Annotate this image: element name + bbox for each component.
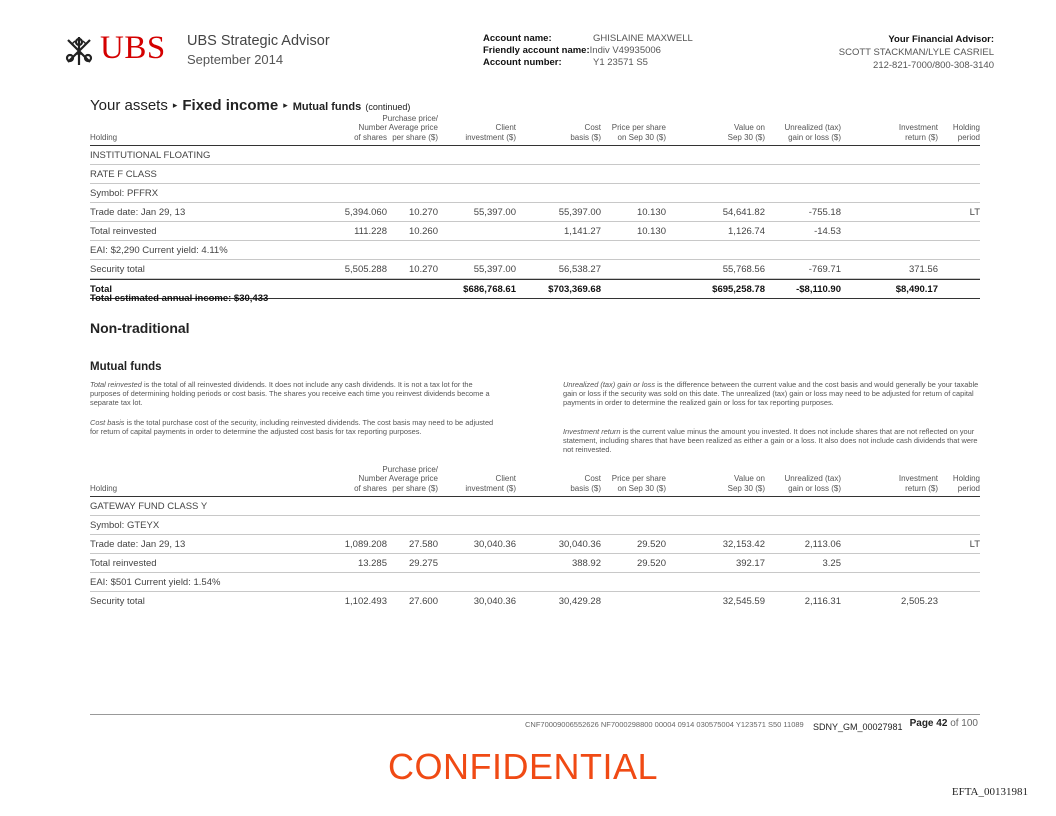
table-header <box>90 113 980 146</box>
table-row <box>90 222 980 241</box>
col-client: Client investment ($) <box>465 474 516 493</box>
col-gain: Unrealized (tax) gain or loss ($) <box>784 123 841 142</box>
efta-number: EFTA_00131981 <box>951 786 1028 798</box>
cell-price: 27.580 <box>408 539 438 550</box>
table-row <box>90 554 980 573</box>
holding-name: INSTITUTIONAL FLOATING <box>90 150 211 161</box>
ubs-keys-logo-icon <box>62 34 96 68</box>
col-shares: Number of shares <box>354 123 387 142</box>
cell-return: 371.56 <box>908 264 938 275</box>
holding-name: GATEWAY FUND CLASS Y <box>90 501 208 512</box>
definition-reinvested: Total reinvested is the total of all reinvested dividends. It does not include any cash dividends. It is not a tax lot for the purposes of determining holding periods or cost basis. The shares you receive each time you reinvest dividends become a separate tax lot. <box>90 380 490 407</box>
cell-gain: 2,113.06 <box>804 539 841 550</box>
holding-name: RATE F CLASS <box>90 169 157 180</box>
col-cost: Cost basis ($) <box>570 123 601 142</box>
cell-period: LT <box>969 207 980 218</box>
row-label: Security total <box>90 596 145 607</box>
definition-unrealized-gain: Unrealized (tax) gain or loss is the difference between the current value and the cost basis and would generally be your taxable gain or loss if the security was sold on this date. The unrealized (tax) gain or loss may need to be adjusted for return of capital payments in order to determine the realized gain or loss for tax reporting purposes. <box>563 380 979 407</box>
page-indicator: Page 42 of 100 <box>909 718 978 729</box>
cell-pps: 29.520 <box>636 558 666 569</box>
holding-symbol: Symbol: GTEYX <box>90 520 160 531</box>
table-row <box>90 165 980 184</box>
col-client: Client investment ($) <box>465 123 516 142</box>
section-title: Non-traditional <box>90 320 190 336</box>
col-price: Purchase price/ Average price per share ($) <box>382 113 438 142</box>
breadcrumb-continued: (continued) <box>365 102 411 112</box>
account-number-label: Account number: <box>483 57 562 68</box>
cell-value: 1,126.74 <box>728 226 765 237</box>
col-price: Purchase price/ Average price per share ($) <box>382 464 438 493</box>
cell-gain: -769.71 <box>808 264 841 275</box>
cell-gain: 3.25 <box>822 558 841 569</box>
col-holding: Holding <box>90 132 118 142</box>
cell-value: $695,258.78 <box>712 284 765 295</box>
friendly-name-value: Indiv V49935006 <box>589 45 661 56</box>
cell-gain: -$8,110.90 <box>796 284 841 295</box>
col-return: Investment return ($) <box>898 474 938 493</box>
cell-shares: 13.285 <box>357 558 387 569</box>
eai-line: EAI: $2,290 Current yield: 4.11% <box>90 245 228 256</box>
footer-divider <box>90 714 980 715</box>
col-period: Holding period <box>952 123 980 142</box>
table-row <box>90 573 980 592</box>
breadcrumb-fixed-income: Fixed income <box>182 97 279 114</box>
cell-gain: 2,116.31 <box>804 596 841 607</box>
account-info <box>483 33 693 69</box>
cell-cost: 1,141.27 <box>564 226 601 237</box>
cell-value: 55,768.56 <box>722 264 765 275</box>
cell-client: 55,397.00 <box>473 264 516 275</box>
col-value: Value on Sep 30 ($) <box>727 123 765 142</box>
col-period: Holding period <box>952 474 980 493</box>
cell-period: LT <box>969 539 980 550</box>
table-row <box>90 260 980 279</box>
col-pps: Price per share on Sep 30 ($) <box>611 123 666 142</box>
table-row <box>90 241 980 260</box>
advisor-phone: 212-821-7000/800-308-3140 <box>873 60 994 71</box>
cell-price: 29.275 <box>408 558 438 569</box>
cell-pps: 10.130 <box>636 207 666 218</box>
cell-shares: 111.228 <box>354 226 387 237</box>
row-label: Total reinvested <box>90 226 157 237</box>
cell-price: 10.270 <box>408 207 438 218</box>
cell-value: 32,153.42 <box>722 539 765 550</box>
col-return: Investment return ($) <box>898 123 938 142</box>
cell-cost: 55,397.00 <box>558 207 601 218</box>
mutual-fund-table <box>90 464 980 610</box>
table-row <box>90 497 980 516</box>
cell-cost: 30,429.28 <box>558 596 601 607</box>
cell-price: 27.600 <box>408 596 438 607</box>
cell-cost: 56,538.27 <box>558 264 601 275</box>
cell-client: 30,040.36 <box>473 539 516 550</box>
advisor-title: Your Financial Advisor: <box>888 34 994 45</box>
advisor-names: SCOTT STACKMAN/LYLE CASRIEL <box>838 47 994 58</box>
account-name-label: Account name: <box>483 33 552 44</box>
cell-client: 30,040.36 <box>473 596 516 607</box>
subsection-title: Mutual funds <box>90 361 162 373</box>
col-value: Value on Sep 30 ($) <box>727 474 765 493</box>
cell-shares: 5,505.288 <box>344 264 387 275</box>
document-title: UBS Strategic Advisor <box>187 33 330 49</box>
col-gain: Unrealized (tax) gain or loss ($) <box>784 474 841 493</box>
col-holding: Holding <box>90 483 118 493</box>
definition-investment-return: Investment return is the current value minus the amount you invested. It does not include shares that are not reflected on your statement, including shares that have been realized as either a gain or a loss. It also does not include cash dividends that were not reinvested. <box>563 427 978 454</box>
col-shares: Number of shares <box>354 474 387 493</box>
table-row <box>90 146 980 165</box>
breadcrumb-separator-icon: ▸ <box>172 100 178 110</box>
statement-date: September 2014 <box>187 52 284 67</box>
cell-shares: 1,102.493 <box>344 596 387 607</box>
col-pps: Price per share on Sep 30 ($) <box>611 474 666 493</box>
col-cost: Cost basis ($) <box>570 474 601 493</box>
cell-shares: 1,089.208 <box>344 539 387 550</box>
breadcrumb-mutual-funds: Mutual funds <box>292 101 362 113</box>
eai-line: EAI: $501 Current yield: 1.54% <box>90 577 221 588</box>
cell-return: $8,490.17 <box>895 284 938 295</box>
row-label: Trade date: Jan 29, 13 <box>90 207 186 218</box>
table-header <box>90 464 980 497</box>
friendly-name-label: Friendly account name: <box>483 45 590 56</box>
row-label: Trade date: Jan 29, 13 <box>90 539 186 550</box>
table-row <box>90 592 980 610</box>
confidential-stamp: CONFIDENTIAL <box>388 746 659 787</box>
table-row <box>90 184 980 203</box>
cell-shares: 5,394.060 <box>344 207 387 218</box>
cell-pps: 29.520 <box>636 539 666 550</box>
cell-client: 55,397.00 <box>473 207 516 218</box>
table-row <box>90 516 980 535</box>
estimated-annual-income: Total estimated annual income: $30,433 <box>90 293 269 304</box>
row-label: Security total <box>90 264 145 275</box>
breadcrumb-separator-icon: ▸ <box>283 100 288 110</box>
holding-symbol: Symbol: PFFRX <box>90 188 159 199</box>
cell-cost: 30,040.36 <box>558 539 601 550</box>
cell-pps: 10.130 <box>636 226 666 237</box>
row-label: Total <box>90 284 112 295</box>
table-row <box>90 203 980 222</box>
definition-cost-basis: Cost basis is the total purchase cost of the security, including reinvested dividends. The cost basis may need to be adjusted for return of capital payments in order to determine the adjusted cost basis for tax reporting purposes. <box>90 418 494 436</box>
cell-cost: 388.92 <box>571 558 601 569</box>
footer-document-code: CNF70009006552626 NF7000298800 00004 0914 030575004 Y123571 S50 11089 <box>525 720 804 729</box>
breadcrumb <box>90 97 410 114</box>
cell-price: 10.270 <box>408 264 438 275</box>
cell-client: $686,768.61 <box>463 284 516 295</box>
cell-value: 54,641.82 <box>722 207 765 218</box>
cell-value: 32,545.59 <box>722 596 765 607</box>
account-number-value: Y1 23571 S5 <box>593 57 648 68</box>
cell-return: 2,505.23 <box>901 596 938 607</box>
cell-price: 10.260 <box>408 226 438 237</box>
cell-gain: -755.18 <box>808 207 841 218</box>
cell-value: 392.17 <box>735 558 765 569</box>
account-name-value: GHISLAINE MAXWELL <box>593 33 693 44</box>
cell-cost: $703,369.68 <box>548 284 601 295</box>
advisor-info <box>839 33 994 72</box>
ubs-logo-text: UBS <box>100 30 166 66</box>
row-label: Total reinvested <box>90 558 157 569</box>
breadcrumb-assets: Your assets <box>90 97 168 114</box>
bates-stamp: SDNY_GM_00027981 <box>813 722 903 732</box>
table-row <box>90 535 980 554</box>
fixed-income-table <box>90 113 980 299</box>
cell-gain: -14.53 <box>814 226 841 237</box>
